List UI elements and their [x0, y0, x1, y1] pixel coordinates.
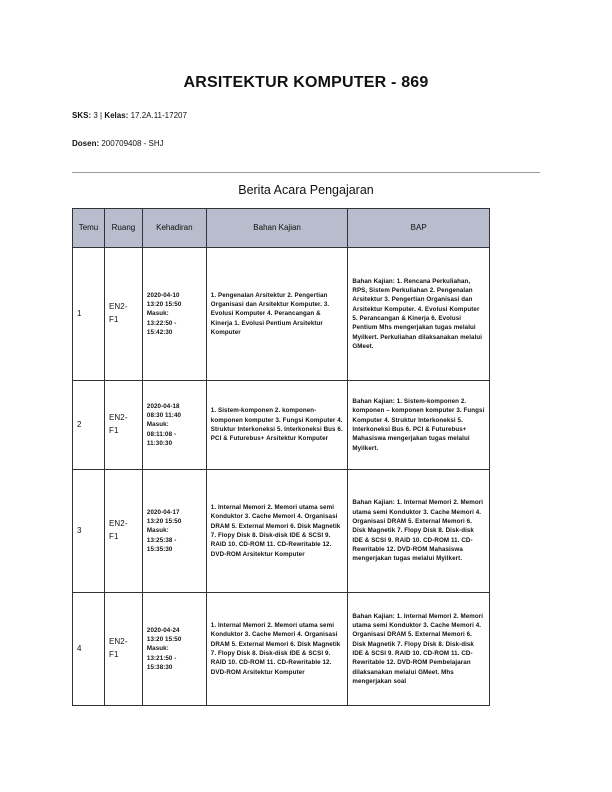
table-row [73, 381, 490, 470]
cell-temu: 4 [73, 593, 105, 706]
cell-kehadiran: 2020-04-24 13:20 15:50 Masuk: 13:21:50 - 15:38:30 [142, 593, 206, 706]
sks-label: SKS: [72, 111, 92, 120]
divider [72, 172, 540, 173]
section-title: Berita Acara Pengajaran [238, 183, 374, 197]
header-bahan-kajian: Bahan Kajian [206, 209, 348, 248]
dosen-value: 200709408 - SHJ [99, 139, 164, 148]
cell-bap: Bahan Kajian: 1. Sistem-komponen 2. komponen – komponen komputer 3. Fungsi Komputer 4. Struktur Interkoneksi 5. Interkoneksi Bus 6. PCI & Futurebus+ Mahasiswa mengerjakan tugas melalui Myilkert. [348, 381, 490, 470]
dosen-label: Dosen: [72, 139, 100, 148]
cell-ruang: EN2- F1 [104, 470, 142, 593]
cell-temu: 2 [73, 381, 105, 470]
table-header-row [73, 209, 490, 248]
kelas-label: Kelas: [104, 111, 129, 120]
bap-table [72, 208, 490, 706]
header-bap: BAP [348, 209, 490, 248]
header-temu: Temu [73, 209, 105, 248]
cell-ruang: EN2- F1 [104, 593, 142, 706]
lecturer-info-line [72, 139, 164, 148]
table-row [73, 593, 490, 706]
cell-bahan-kajian: 1. Sistem-komponen 2. komponen-komponen komputer 3. Fungsi Komputer 4. Struktur Interkoneksi 5. Interkoneksi Bus 6. PCI & Futurebus+ Arsitektur Komputer [206, 381, 348, 470]
cell-temu: 1 [73, 248, 105, 381]
cell-bahan-kajian: 1. Pengenalan Arsitektur 2. Pengertian Organisasi dan Arsitektur Komputer. 3. Evolusi Komputer 4. Perancangan & Kinerja 1. Evolusi Pentium Arsitektur Komputer [206, 248, 348, 381]
cell-kehadiran: 2020-04-10 13:20 15:50 Masuk: 13:22:50 - 15:42:30 [142, 248, 206, 381]
kelas-value: 17.2A.11-17207 [128, 111, 187, 120]
cell-bahan-kajian: 1. Internal Memori 2. Memori utama semi Konduktor 3. Cache Memori 4. Organisasi DRAM 5. External Memori 6. Disk Magnetik 7. Flopy Disk 8. Disk-disk IDE & SCSI 9. RAID 10. CD-ROM 11. CD-Rewritable 12. DVD-ROM Arsitektur Komputer [206, 470, 348, 593]
header-kehadiran: Kehadiran [142, 209, 206, 248]
cell-temu: 3 [73, 470, 105, 593]
header-ruang: Ruang [104, 209, 142, 248]
cell-bap: Bahan Kajian: 1. Internal Memori 2. Memori utama semi Konduktor 3. Cache Memori 4. Organisasi DRAM 5. External Memori 6. Disk Magnetik 7. Flopy Disk 8. Disk-disk IDE & SCSI 9. RAID 10. CD-ROM 11. CD-Rewritable 12. DVD-ROM Pembelajaran dilaksanakan melalui GMeet. Mhs mengerjakan soal [348, 593, 490, 706]
cell-bap: Bahan Kajian: 1. Internal Memori 2. Memori utama semi Konduktor 3. Cache Memori 4. Organisasi DRAM 5. External Memori 6. Disk Magnetik 7. Flopy Disk 8. Disk-disk IDE & SCSI 9. RAID 10. CD-ROM 11. CD-Rewritable 12. DVD-ROM Mahasiswa mengerjakan tugas melalui Myilkert. [348, 470, 490, 593]
cell-ruang: EN2- F1 [104, 248, 142, 381]
cell-bahan-kajian: 1. Internal Memori 2. Memori utama semi Konduktor 3. Cache Memori 4. Organisasi DRAM 5. External Memori 6. Disk Magnetik 7. Flopy Disk 8. Disk-disk IDE & SCSI 9. RAID 10. CD-ROM 11. CD-Rewritable 12. DVD-ROM Arsitektur Komputer [206, 593, 348, 706]
table-row [73, 470, 490, 593]
cell-ruang: EN2- F1 [104, 381, 142, 470]
page-title: ARSITEKTUR KOMPUTER - 869 [183, 74, 429, 91]
cell-kehadiran: 2020-04-17 13:20 15:50 Masuk: 13:25:38 - 15:35:30 [142, 470, 206, 593]
course-info-line [72, 111, 187, 120]
table-row [73, 248, 490, 381]
sks-value: 3 | [91, 111, 105, 120]
cell-bap: Bahan Kajian: 1. Rencana Perkuliahan, RPS, Sistem Perkuliahan 2. Pengenalan Arsitektur 3. Pengertian Organisasi dan Arsitektur Komputer. 4. Evolusi Komputer 5. Perancangan & Kinerja 6. Evolusi Pentium Mhs mengerjakan tugas melalui Myilkert. Perkuliahan dilaksanakan melalui GMeet. [348, 248, 490, 381]
cell-kehadiran: 2020-04-18 08:30 11:40 Masuk: 08:11:08 - 11:30:30 [142, 381, 206, 470]
